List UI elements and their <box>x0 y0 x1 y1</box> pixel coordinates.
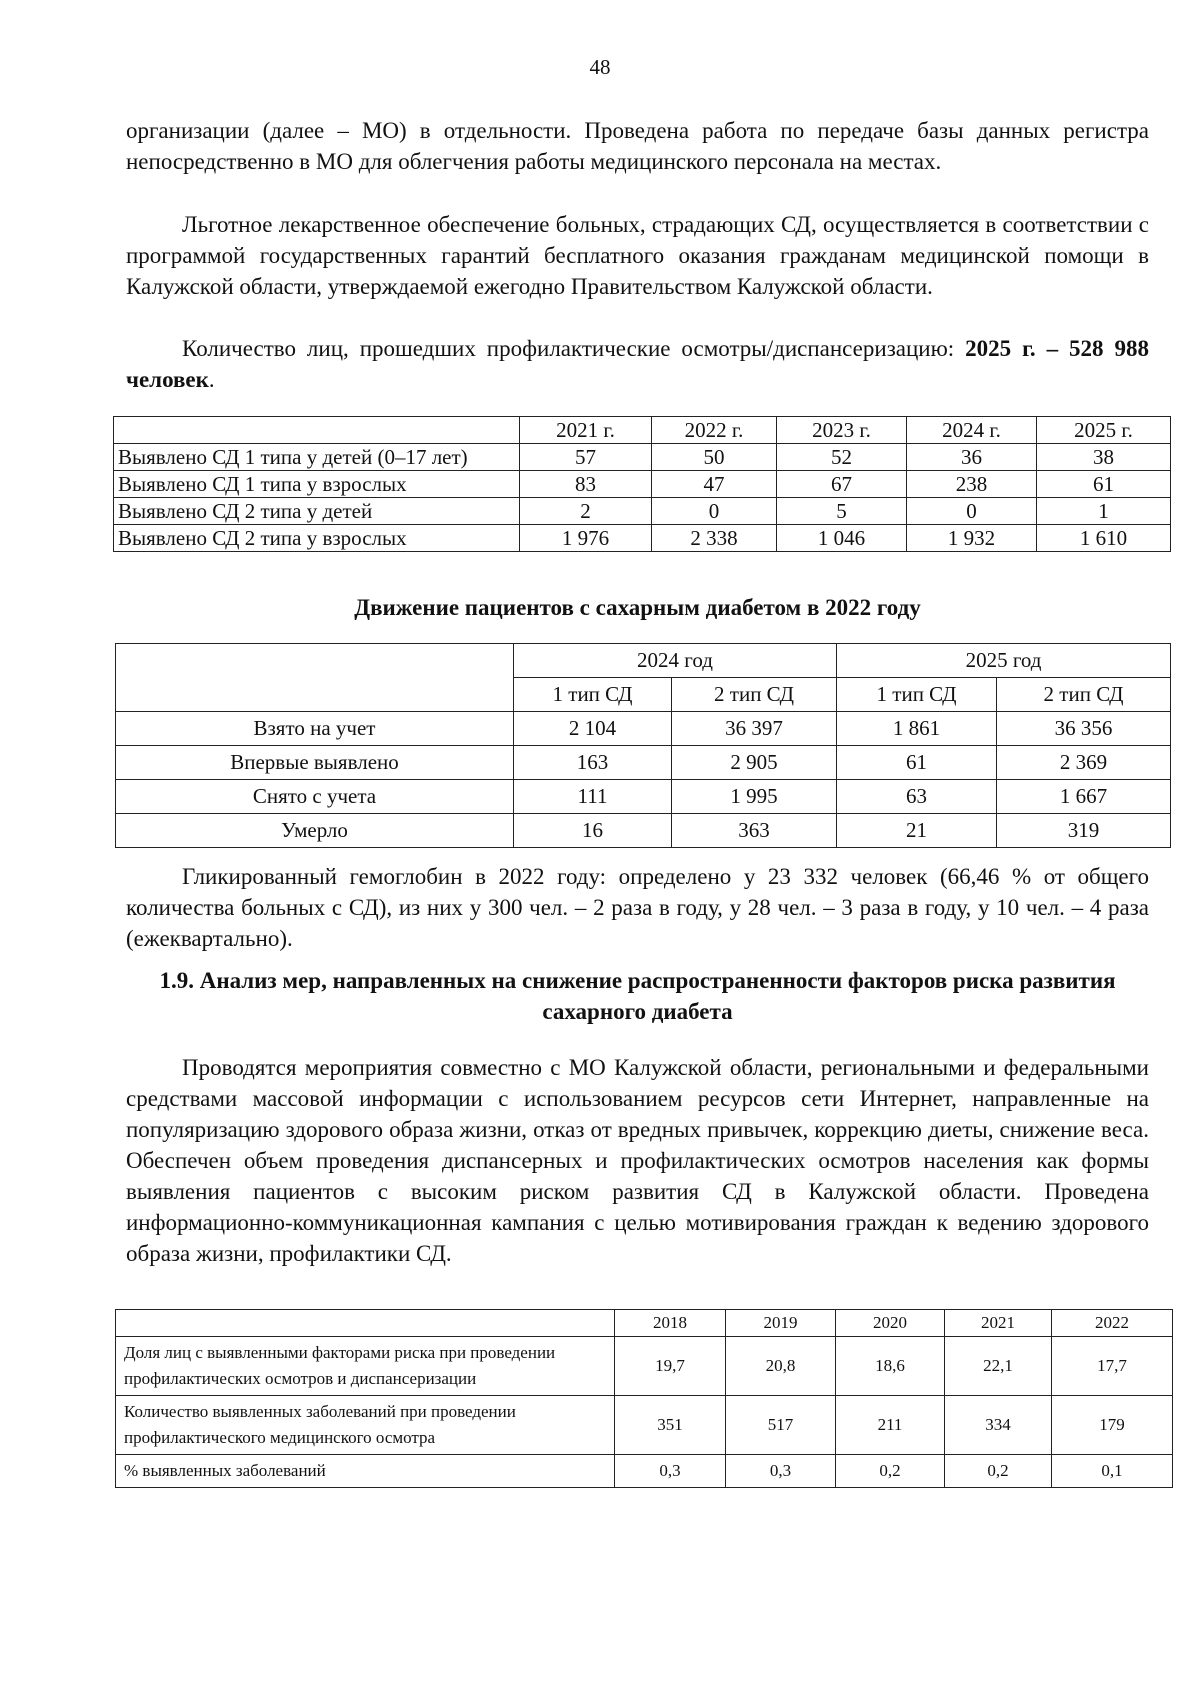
paragraph-drug-provision <box>126 209 1149 302</box>
table-cell: 0,2 <box>945 1455 1052 1488</box>
table-header-cell: 2021 г. <box>520 417 652 444</box>
table-cell: 2 <box>520 498 652 525</box>
table-header-cell: 2025 г. <box>1037 417 1171 444</box>
paragraph-checkups-text: Количество лиц, прошедших профилактические осмотры/диспансеризацию: <box>182 336 966 361</box>
table-row <box>114 471 1171 498</box>
table-cell: 50 <box>652 444 777 471</box>
paragraph-registry: организации (далее – МО) в отдельности. Проведена работа по передаче базы данных регистра непосредственно в МО для облегчения работы медицинского персонала на местах. <box>126 118 1149 174</box>
table-cell: 211 <box>836 1396 945 1455</box>
table-header-cell: 2022 г. <box>652 417 777 444</box>
table-year-header-row <box>116 644 1171 678</box>
table-header-cell: 2022 <box>1052 1310 1173 1337</box>
table-cell: 179 <box>1052 1396 1173 1455</box>
paragraph-checkups-bold: 2025 г. – 528 988 человек <box>126 336 1149 392</box>
page-number: 48 <box>589 55 611 79</box>
table-cell: 20,8 <box>726 1337 836 1396</box>
table-type-header: 2 тип СД <box>672 678 837 712</box>
table-row-label: Количество выявленных заболеваний при проведении профилактического медицинского осмотра <box>116 1396 615 1455</box>
table-row <box>114 444 1171 471</box>
table-cell: 0 <box>652 498 777 525</box>
table-row-label: Доля лиц с выявленными факторами риска при проведении профилактических осмотров и диспансеризации <box>116 1337 615 1396</box>
table-cell: 517 <box>726 1396 836 1455</box>
table-row <box>116 1396 1173 1455</box>
table-cell: 21 <box>837 814 997 848</box>
table-cell: 17,7 <box>1052 1337 1173 1396</box>
paragraph-checkups-end: . <box>208 367 215 392</box>
table-cell: 5 <box>777 498 907 525</box>
table-type-header: 1 тип СД <box>837 678 997 712</box>
paragraph-checkups <box>126 333 1149 395</box>
table-cell: 238 <box>907 471 1037 498</box>
table-cell: 16 <box>514 814 672 848</box>
table-cell: 1 995 <box>672 780 837 814</box>
table-row-label: Умерло <box>116 814 514 848</box>
table-cell: 111 <box>514 780 672 814</box>
table-cell: 1 046 <box>777 525 907 552</box>
table-row <box>116 780 1171 814</box>
section-heading-1-9: 1.9. Анализ мер, направленных на снижение распространенности факторов риска развития сахарного диабета <box>159 968 1116 1024</box>
table-cell: 1 <box>1037 498 1171 525</box>
table-cell: 1 861 <box>837 712 997 746</box>
table-cell: 18,6 <box>836 1337 945 1396</box>
table-risk-factors <box>115 1309 1173 1488</box>
table-patient-movement <box>115 643 1171 848</box>
table-cell: 1 610 <box>1037 525 1171 552</box>
paragraph-hemoglobin-text: Гликированный гемоглобин в 2022 году: определено у 23 332 человек (66,46 % от общего количества больных с СД), из них у 300 чел. – 2 раза в году, у 28 чел. – 3 раза в году, у 10 чел. – 4 раза (ежеквартально). <box>126 864 1149 951</box>
table-header-cell: 2021 <box>945 1310 1052 1337</box>
table-row-label: Впервые выявлено <box>116 746 514 780</box>
table-cell: 1 976 <box>520 525 652 552</box>
table-row-label: Выявлено СД 2 типа у взрослых <box>114 525 520 552</box>
paragraph-drug-provision-text: Льготное лекарственное обеспечение больных, страдающих СД, осуществляется в соответствии с программой государственных гарантий бесплатного оказания гражданам медицинской помощи в Калужской области, утверждаемой ежегодно Правительством Калужской области. <box>126 212 1149 299</box>
table-header-cell: 2019 <box>726 1310 836 1337</box>
table-cell: 36 356 <box>997 712 1171 746</box>
table-cell: 334 <box>945 1396 1052 1455</box>
table-row-label: Взято на учет <box>116 712 514 746</box>
table-row-label: Выявлено СД 1 типа у взрослых <box>114 471 520 498</box>
table-cell: 47 <box>652 471 777 498</box>
table-header-cell <box>114 417 520 444</box>
table-corner-cell <box>116 644 514 712</box>
table-cell: 0,1 <box>1052 1455 1173 1488</box>
table-cell: 57 <box>520 444 652 471</box>
table-cell: 1 932 <box>907 525 1037 552</box>
table-cell: 36 397 <box>672 712 837 746</box>
table-header-cell: 2018 <box>615 1310 726 1337</box>
table-cell: 0 <box>907 498 1037 525</box>
table-row-label: Снято с учета <box>116 780 514 814</box>
table-row <box>114 498 1171 525</box>
table-row <box>116 1337 1173 1396</box>
table-row-label: Выявлено СД 2 типа у детей <box>114 498 520 525</box>
table-cell: 61 <box>837 746 997 780</box>
table-cell: 2 338 <box>652 525 777 552</box>
table-header-cell <box>116 1310 615 1337</box>
table-header-row <box>116 1310 1173 1337</box>
table-cell: 2 905 <box>672 746 837 780</box>
table-cell: 61 <box>1037 471 1171 498</box>
table-row <box>116 1455 1173 1488</box>
table-cell: 2 104 <box>514 712 672 746</box>
table-cell: 1 667 <box>997 780 1171 814</box>
table-row-label: % выявленных заболеваний <box>116 1455 615 1488</box>
table-cell: 36 <box>907 444 1037 471</box>
table-cell: 351 <box>615 1396 726 1455</box>
paragraph-measures <box>126 1052 1149 1269</box>
table-header-cell: 2020 <box>836 1310 945 1337</box>
table-cell: 363 <box>672 814 837 848</box>
table-row <box>116 814 1171 848</box>
table-row <box>116 746 1171 780</box>
table-cell: 2 369 <box>997 746 1171 780</box>
paragraph-hemoglobin <box>126 861 1149 954</box>
table-cell: 0,3 <box>615 1455 726 1488</box>
table-row <box>114 525 1171 552</box>
heading-patient-movement: Движение пациентов с сахарным диабетом в 2022 году <box>354 595 921 620</box>
table-cell: 0,2 <box>836 1455 945 1488</box>
table-type-header: 1 тип СД <box>514 678 672 712</box>
table-cell: 38 <box>1037 444 1171 471</box>
table-cell: 63 <box>837 780 997 814</box>
table-cell: 67 <box>777 471 907 498</box>
table-row <box>116 712 1171 746</box>
table-cell: 163 <box>514 746 672 780</box>
table-cell: 52 <box>777 444 907 471</box>
table-header-cell: 2023 г. <box>777 417 907 444</box>
table-cell: 83 <box>520 471 652 498</box>
table-header-row <box>114 417 1171 444</box>
table-type-header: 2 тип СД <box>997 678 1171 712</box>
table-row-label: Выявлено СД 1 типа у детей (0–17 лет) <box>114 444 520 471</box>
table-diabetes-detection <box>113 416 1171 552</box>
table-year-header: 2025 год <box>837 644 1171 678</box>
table-year-header: 2024 год <box>514 644 837 678</box>
table-cell: 319 <box>997 814 1171 848</box>
table-header-cell: 2024 г. <box>907 417 1037 444</box>
table-cell: 22,1 <box>945 1337 1052 1396</box>
table-cell: 19,7 <box>615 1337 726 1396</box>
table-cell: 0,3 <box>726 1455 836 1488</box>
paragraph-measures-text: Проводятся мероприятия совместно с МО Калужской области, региональными и федеральными средствами массовой информации с использованием ресурсов сети Интернет, направленные на популяризацию здорового образа жизни, отказ от вредных привычек, коррекцию диеты, снижение веса. Обеспечен объем проведения диспансерных и профилактических осмотров населения как формы выявления пациентов с высоким риском развития СД в Калужской области. Проведена информационно-коммуникационная кампания с целью мотивирования граждан к ведению здорового образа жизни, профилактики СД. <box>126 1055 1149 1266</box>
